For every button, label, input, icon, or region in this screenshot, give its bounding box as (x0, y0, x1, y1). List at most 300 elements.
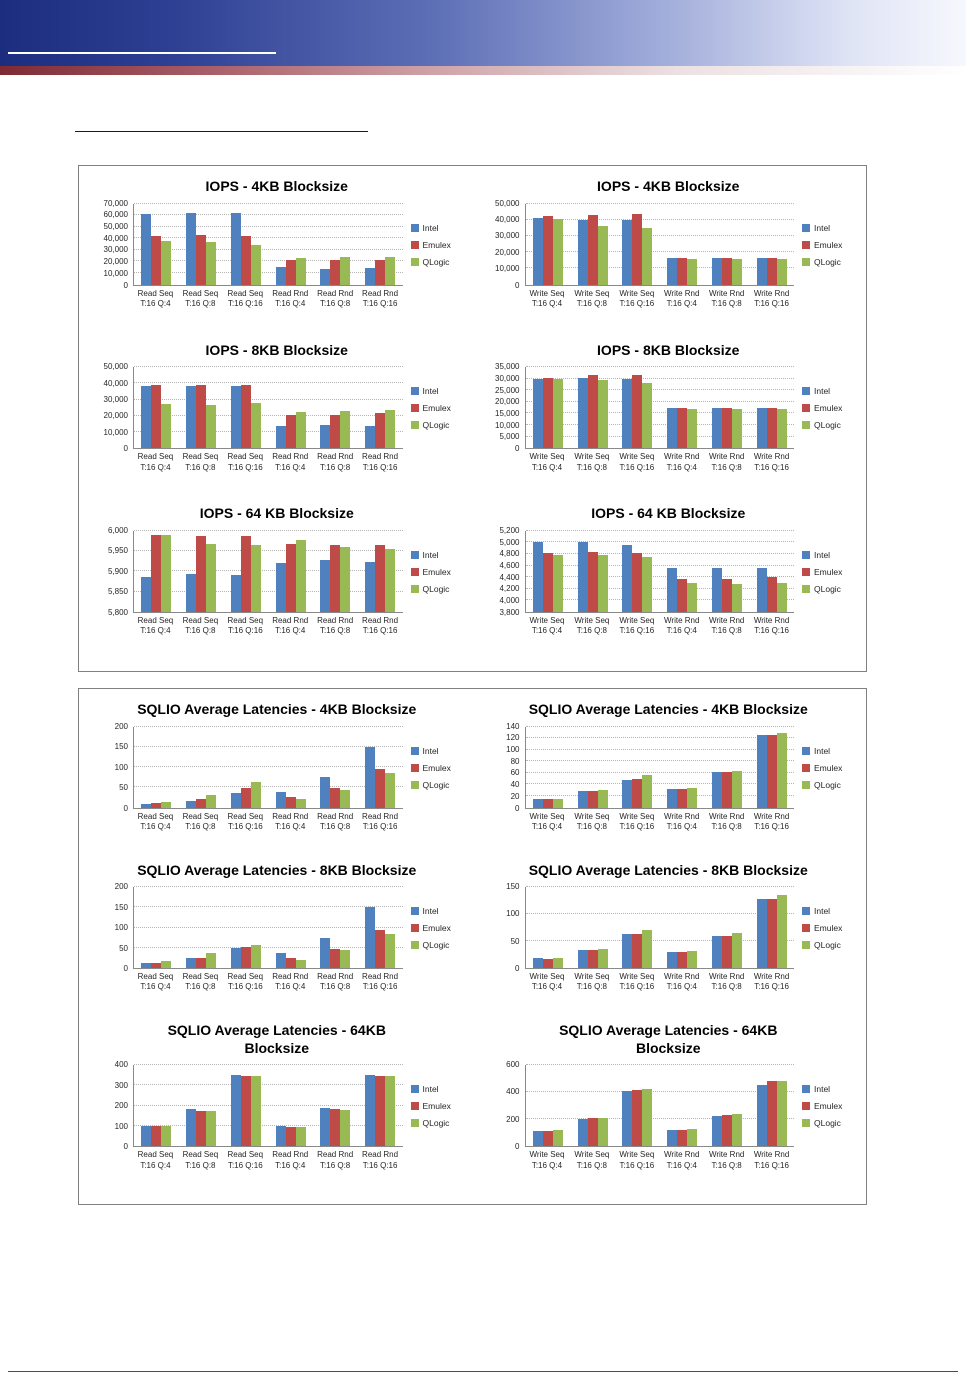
legend-item (411, 550, 467, 560)
bar-groups (526, 1065, 795, 1146)
x-category-label: Write Rnd T:16 Q:8 (708, 972, 745, 992)
y-tick-label: 200 (506, 1114, 520, 1124)
bar-qlogic (385, 549, 395, 612)
bar-emulex (767, 1081, 777, 1146)
y-tick-label: 200 (114, 721, 128, 731)
y-tick-label: 30,000 (495, 373, 520, 383)
y-axis (87, 362, 133, 454)
x-category-label: Read Seq T:16 Q:16 (227, 972, 264, 992)
bar-group (134, 887, 179, 968)
x-category-label: Read Seq T:16 Q:16 (227, 288, 264, 308)
x-category-label: Read Rnd T:16 Q:16 (362, 972, 399, 992)
plot-region (133, 887, 403, 969)
bar-qlogic (598, 555, 608, 612)
bar-chart (473, 176, 865, 340)
bar-intel (141, 804, 151, 807)
bar-intel (533, 218, 543, 284)
bar-qlogic (340, 411, 350, 448)
bar-intel (141, 386, 151, 448)
bar-qlogic (732, 771, 742, 807)
y-tick-label: 30,000 (103, 394, 128, 404)
y-tick-label: 100 (114, 1121, 128, 1131)
legend-swatch-qlogic (802, 941, 810, 949)
bar-chart (81, 699, 473, 860)
chart-title-line: SQLIO Average Latencies - 8KB Blocksize (528, 861, 808, 878)
x-category-label: Read Rnd T:16 Q:8 (317, 811, 354, 831)
bar-intel (533, 542, 543, 611)
bar-intel (533, 379, 543, 448)
legend-swatch-intel (411, 224, 419, 232)
y-tick-label: 40,000 (103, 233, 128, 243)
bar-group (705, 204, 750, 285)
chart-plot-area (479, 362, 859, 454)
bar-emulex (632, 934, 642, 969)
y-tick-label: 5,000 (499, 537, 520, 547)
bar-group (313, 727, 358, 808)
bar-emulex (632, 375, 642, 448)
bar-group (268, 367, 313, 448)
chart-plot-area (479, 525, 859, 617)
x-category-label: Write Seq T:16 Q:16 (619, 615, 655, 636)
bar-chart (473, 340, 865, 504)
y-tick-label: 0 (123, 280, 128, 290)
bar-qlogic (732, 933, 742, 968)
y-axis (479, 198, 525, 290)
legend-item (802, 780, 858, 790)
bar-group (313, 204, 358, 285)
bar-intel (622, 1091, 632, 1146)
x-category-label: Write Seq T:16 Q:4 (529, 615, 565, 636)
bar-emulex (330, 260, 340, 285)
y-tick-label: 50 (510, 936, 520, 946)
bar-group (749, 887, 794, 968)
bar-qlogic (777, 1081, 787, 1146)
bar-emulex (543, 378, 553, 449)
x-category-label: Write Seq T:16 Q:16 (619, 811, 655, 831)
bar-emulex (151, 803, 161, 807)
y-axis (479, 882, 525, 974)
legend-item (802, 403, 858, 413)
y-tick-label: 200 (114, 882, 128, 892)
bar-emulex (543, 1131, 553, 1147)
bar-group (358, 887, 403, 968)
y-tick-label: 400 (506, 1087, 520, 1097)
bar-qlogic (687, 788, 697, 807)
bar-emulex (375, 930, 385, 968)
legend-item (802, 763, 858, 773)
legend-item (802, 550, 858, 560)
y-tick-label: 80 (510, 756, 520, 766)
bar-qlogic (687, 259, 697, 285)
x-category-label: Read Rnd T:16 Q:4 (272, 288, 309, 308)
bar-group (358, 531, 403, 612)
x-axis (133, 972, 403, 993)
bar-qlogic (385, 1076, 395, 1146)
bar-group (224, 204, 269, 285)
chart-plot-area (87, 525, 467, 617)
x-axis (133, 812, 403, 833)
y-tick-label: 25,000 (495, 385, 520, 395)
x-category-label: Write Seq T:16 Q:8 (574, 972, 610, 992)
chart-plot-area (87, 1060, 467, 1152)
chart-title-line: IOPS - 8KB Blocksize (597, 341, 740, 358)
x-category-label: Read Seq T:16 Q:8 (182, 811, 219, 831)
x-category-label: Read Seq T:16 Q:4 (137, 615, 174, 636)
y-tick-label: 4,800 (499, 549, 520, 559)
bar-emulex (722, 408, 732, 449)
bar-chart (81, 340, 473, 504)
bar-intel (186, 213, 196, 285)
bar-group (526, 1065, 571, 1146)
bar-emulex (588, 950, 598, 968)
bar-group (705, 367, 750, 448)
bar-qlogic (385, 773, 395, 807)
x-category-label: Write Rnd T:16 Q:16 (753, 615, 790, 636)
bar-emulex (286, 260, 296, 284)
bar-group (660, 1065, 705, 1146)
bar-emulex (375, 260, 385, 284)
bar-emulex (241, 947, 251, 968)
legend-item (411, 403, 467, 413)
bar-intel (365, 1075, 375, 1146)
bar-chart (473, 699, 865, 860)
bar-group (224, 727, 269, 808)
x-category-label: Read Seq T:16 Q:4 (137, 811, 174, 831)
y-tick-label: 0 (123, 1142, 128, 1152)
bar-intel (578, 220, 588, 285)
x-category-label: Read Rnd T:16 Q:8 (317, 615, 354, 636)
legend-item (411, 584, 467, 594)
bar-group (570, 887, 615, 968)
legend-label: Intel (422, 386, 439, 397)
bar-group (749, 367, 794, 448)
bar-emulex (375, 1076, 385, 1146)
legend-label: QLogic (422, 256, 450, 267)
legend-item (802, 257, 858, 267)
legend-label: Intel (422, 1084, 439, 1095)
bar-emulex (330, 788, 340, 807)
x-category-label: Write Rnd T:16 Q:8 (708, 288, 745, 308)
bar-intel (186, 801, 196, 807)
y-tick-label: 30,000 (495, 231, 520, 241)
y-tick-label: 20 (510, 791, 520, 801)
plot-region (525, 1065, 795, 1147)
x-category-label: Read Seq T:16 Q:8 (182, 1150, 219, 1170)
x-category-label: Read Seq T:16 Q:16 (227, 452, 264, 472)
chart-title-line: Blocksize (244, 1039, 310, 1056)
x-category-label: Write Rnd T:16 Q:16 (753, 288, 790, 308)
bar-qlogic (251, 782, 261, 807)
chart-legend (794, 531, 858, 613)
bar-emulex (241, 536, 251, 612)
bar-emulex (151, 963, 161, 968)
x-category-label: Write Rnd T:16 Q:16 (753, 972, 790, 992)
chart-title (87, 862, 467, 880)
bar-qlogic (642, 930, 652, 968)
legend-label: Emulex (422, 403, 451, 414)
bar-group (179, 531, 224, 612)
latency-charts-panel (78, 688, 867, 1205)
bar-emulex (375, 769, 385, 807)
y-tick-label: 5,000 (499, 432, 520, 442)
y-tick-label: 100 (114, 923, 128, 933)
x-category-label: Read Rnd T:16 Q:4 (272, 1150, 309, 1170)
legend-swatch-qlogic (411, 1119, 419, 1127)
bar-intel (667, 258, 677, 285)
bar-emulex (286, 415, 296, 448)
bar-intel (712, 1116, 722, 1146)
bar-intel (622, 379, 632, 448)
x-category-label: Read Rnd T:16 Q:8 (317, 1150, 354, 1170)
legend-label: Emulex (422, 1101, 451, 1112)
bar-emulex (330, 545, 340, 612)
y-tick-label: 3,800 (499, 607, 520, 617)
bar-intel (276, 563, 286, 612)
legend-item (411, 240, 467, 250)
chart-plot-area (479, 721, 859, 813)
bar-emulex (677, 579, 687, 611)
legend-item (802, 584, 858, 594)
x-category-label: Read Rnd T:16 Q:8 (317, 972, 354, 992)
y-tick-label: 0 (515, 803, 520, 813)
legend-swatch-qlogic (802, 1119, 810, 1127)
bar-group (615, 367, 660, 448)
bar-group (268, 531, 313, 612)
legend-item (411, 746, 467, 756)
y-tick-label: 60,000 (103, 210, 128, 220)
bar-emulex (767, 735, 777, 807)
legend-item (411, 386, 467, 396)
bar-intel (667, 952, 677, 968)
bar-intel (320, 425, 330, 448)
bar-intel (231, 948, 241, 968)
bar-emulex (767, 408, 777, 449)
bar-intel (186, 386, 196, 448)
y-axis (479, 362, 525, 454)
y-tick-label: 20,000 (103, 411, 128, 421)
bar-qlogic (732, 409, 742, 448)
y-tick-label: 140 (506, 721, 520, 731)
bar-groups (134, 367, 403, 448)
bar-intel (578, 791, 588, 807)
x-category-label: Read Seq T:16 Q:8 (182, 288, 219, 308)
chart-title (87, 505, 467, 523)
bar-intel (231, 793, 241, 808)
bar-groups (134, 727, 403, 808)
y-tick-label: 40 (510, 780, 520, 790)
y-tick-label: 50,000 (103, 362, 128, 372)
bar-group (526, 204, 571, 285)
x-category-label: Read Rnd T:16 Q:16 (362, 615, 399, 636)
x-category-label: Read Seq T:16 Q:4 (137, 452, 174, 472)
bar-group (749, 727, 794, 808)
chart-title (87, 342, 467, 360)
bar-qlogic (687, 1129, 697, 1146)
legend-swatch-emulex (802, 924, 810, 932)
bar-chart (473, 503, 865, 667)
bar-emulex (722, 258, 732, 285)
bar-qlogic (385, 934, 395, 968)
bar-qlogic (687, 951, 697, 968)
y-tick-label: 10,000 (495, 264, 520, 274)
legend-item (411, 223, 467, 233)
x-category-label: Write Seq T:16 Q:4 (529, 288, 565, 308)
x-axis (525, 972, 795, 993)
chart-title-line: SQLIO Average Latencies - 64KB (559, 1022, 778, 1039)
legend-label: QLogic (422, 420, 450, 431)
legend-label: Intel (814, 906, 831, 917)
bar-group (570, 367, 615, 448)
y-axis (87, 882, 133, 974)
bar-emulex (677, 408, 687, 449)
bar-qlogic (296, 1127, 306, 1146)
bar-groups (526, 204, 795, 285)
bar-group (313, 367, 358, 448)
legend-swatch-intel (411, 747, 419, 755)
x-category-label: Read Seq T:16 Q:8 (182, 452, 219, 472)
bar-group (570, 1065, 615, 1146)
bar-intel (712, 936, 722, 968)
bar-intel (757, 568, 767, 612)
legend-swatch-emulex (411, 568, 419, 576)
bar-intel (276, 953, 286, 968)
legend-label: Intel (422, 745, 439, 756)
y-tick-label: 600 (506, 1060, 520, 1070)
y-tick-label: 200 (114, 1101, 128, 1111)
x-axis (525, 289, 795, 310)
bar-chart (81, 176, 473, 340)
bar-emulex (722, 772, 732, 808)
bar-intel (533, 958, 543, 968)
bar-intel (712, 258, 722, 285)
legend-item (802, 923, 858, 933)
y-tick-label: 4,600 (499, 560, 520, 570)
y-tick-label: 150 (506, 882, 520, 892)
y-tick-label: 15,000 (495, 409, 520, 419)
x-category-label: Read Rnd T:16 Q:8 (317, 452, 354, 472)
bar-group (660, 531, 705, 612)
bar-group (268, 887, 313, 968)
x-category-label: Read Rnd T:16 Q:16 (362, 811, 399, 831)
y-axis (479, 1060, 525, 1152)
bar-group (268, 1065, 313, 1146)
x-axis (133, 289, 403, 310)
bar-intel (365, 907, 375, 968)
plot-region (133, 367, 403, 449)
bar-groups (134, 1065, 403, 1146)
bar-intel (757, 899, 767, 968)
y-tick-label: 0 (123, 444, 128, 454)
bar-group (268, 727, 313, 808)
legend-swatch-intel (411, 551, 419, 559)
bar-groups (526, 531, 795, 612)
legend-swatch-qlogic (802, 585, 810, 593)
bar-group (313, 887, 358, 968)
bar-group (526, 727, 571, 808)
bar-emulex (543, 216, 553, 284)
chart-title (479, 1022, 859, 1057)
chart-title-line: SQLIO Average Latencies - 8KB Blocksize (137, 861, 417, 878)
bar-intel (667, 789, 677, 808)
legend-item (411, 940, 467, 950)
bar-emulex (286, 958, 296, 969)
x-category-label: Read Seq T:16 Q:8 (182, 972, 219, 992)
x-category-label: Write Seq T:16 Q:4 (529, 811, 565, 831)
bar-emulex (632, 779, 642, 808)
x-category-label: Read Rnd T:16 Q:16 (362, 452, 399, 472)
legend-item (802, 940, 858, 950)
y-tick-label: 120 (506, 733, 520, 743)
legend-item (411, 1084, 467, 1094)
bar-intel (667, 408, 677, 449)
bar-intel (667, 568, 677, 612)
x-category-label: Read Rnd T:16 Q:4 (272, 972, 309, 992)
y-tick-label: 5,800 (107, 607, 128, 617)
bar-qlogic (206, 242, 216, 285)
bar-emulex (196, 385, 206, 448)
bar-qlogic (732, 1114, 742, 1146)
legend-item (411, 420, 467, 430)
legend-swatch-emulex (802, 568, 810, 576)
bar-emulex (196, 536, 206, 612)
legend-item (411, 923, 467, 933)
legend-item (411, 1118, 467, 1128)
legend-item (411, 906, 467, 916)
legend-swatch-emulex (802, 1102, 810, 1110)
y-axis (479, 525, 525, 617)
legend-label: Emulex (814, 923, 843, 934)
bar-emulex (722, 579, 732, 611)
x-category-label: Write Seq T:16 Q:4 (529, 972, 565, 992)
bar-groups (134, 204, 403, 285)
bar-emulex (588, 552, 598, 612)
x-axis (525, 616, 795, 637)
bar-group (134, 727, 179, 808)
x-category-label: Write Rnd T:16 Q:8 (708, 452, 745, 472)
bar-group (615, 887, 660, 968)
bar-qlogic (251, 403, 261, 448)
bar-emulex (588, 375, 598, 448)
legend-label: QLogic (814, 420, 841, 431)
bar-intel (276, 426, 286, 448)
bar-qlogic (161, 535, 171, 612)
chart-title-line: IOPS - 64 KB Blocksize (591, 505, 746, 522)
x-axis (525, 1150, 795, 1171)
bar-qlogic (161, 241, 171, 285)
chart-legend (403, 1065, 467, 1147)
y-tick-label: 35,000 (495, 362, 520, 372)
legend-item (411, 567, 467, 577)
plot-region (133, 1065, 403, 1147)
bar-group (705, 887, 750, 968)
bar-intel (276, 1126, 286, 1146)
legend-swatch-emulex (411, 924, 419, 932)
bar-group (526, 531, 571, 612)
x-axis (133, 616, 403, 637)
bar-group (179, 1065, 224, 1146)
chart-legend (403, 727, 467, 809)
y-tick-label: 10,000 (103, 427, 128, 437)
bar-group (660, 887, 705, 968)
legend-label: Emulex (422, 923, 451, 934)
bar-qlogic (206, 953, 216, 968)
legend-label: QLogic (814, 256, 841, 267)
bar-emulex (330, 949, 340, 968)
bar-qlogic (161, 404, 171, 449)
chart-legend (794, 727, 858, 809)
chart-title (479, 505, 859, 523)
bar-intel (578, 378, 588, 449)
